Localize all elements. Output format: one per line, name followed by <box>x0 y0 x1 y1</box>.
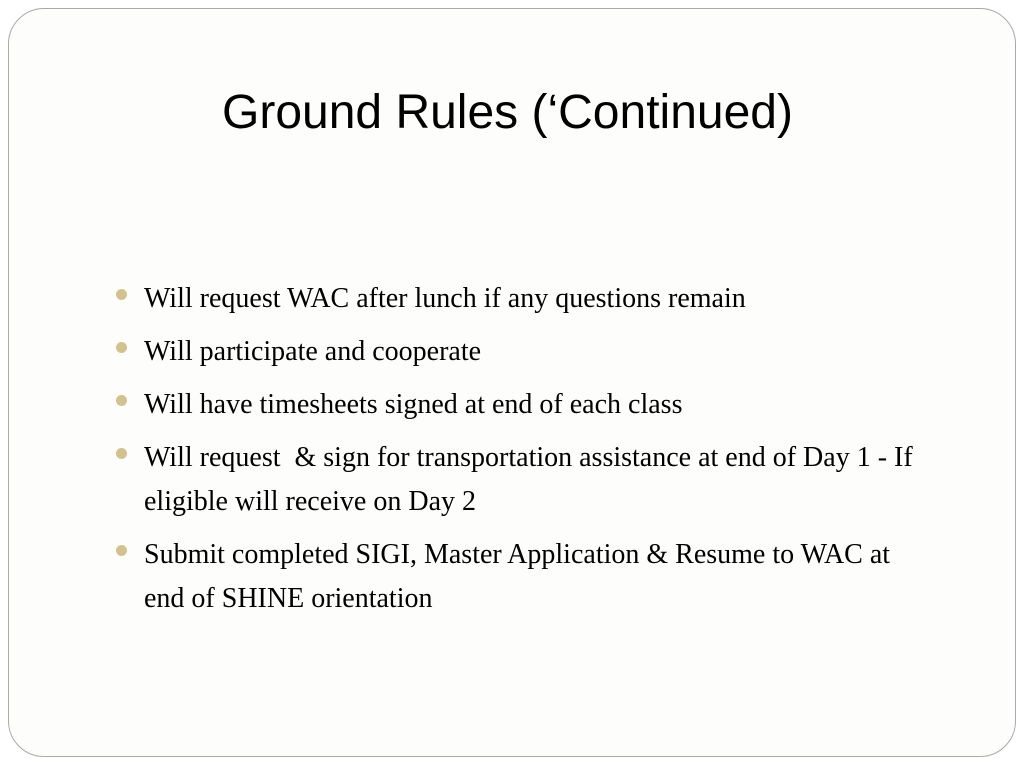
bullet-text: Will have timesheets signed at end of each class <box>144 389 683 420</box>
bullet-dot-icon <box>116 448 127 459</box>
bullet-item <box>114 383 924 427</box>
bullet-item <box>114 533 924 621</box>
bullet-dot-icon <box>116 289 127 300</box>
bullet-list <box>114 277 924 630</box>
bullet-item <box>114 330 924 374</box>
bullet-text: Will request & sign for transportation assistance at end of Day 1 - If eligible will receive on Day 2 <box>144 442 920 517</box>
bullet-dot-icon <box>116 342 127 353</box>
bullet-item <box>114 277 924 321</box>
bullet-dot-icon <box>116 395 127 406</box>
bullet-item <box>114 436 924 524</box>
slide-title: Ground Rules (‘Continued) <box>222 86 793 139</box>
bullet-text: Will request WAC after lunch if any questions remain <box>144 283 746 314</box>
bullet-dot-icon <box>116 545 127 556</box>
bullet-text: Will participate and cooperate <box>144 336 482 367</box>
bullet-text: Submit completed SIGI, Master Application & Resume to WAC at end of SHINE orientation <box>144 539 898 614</box>
